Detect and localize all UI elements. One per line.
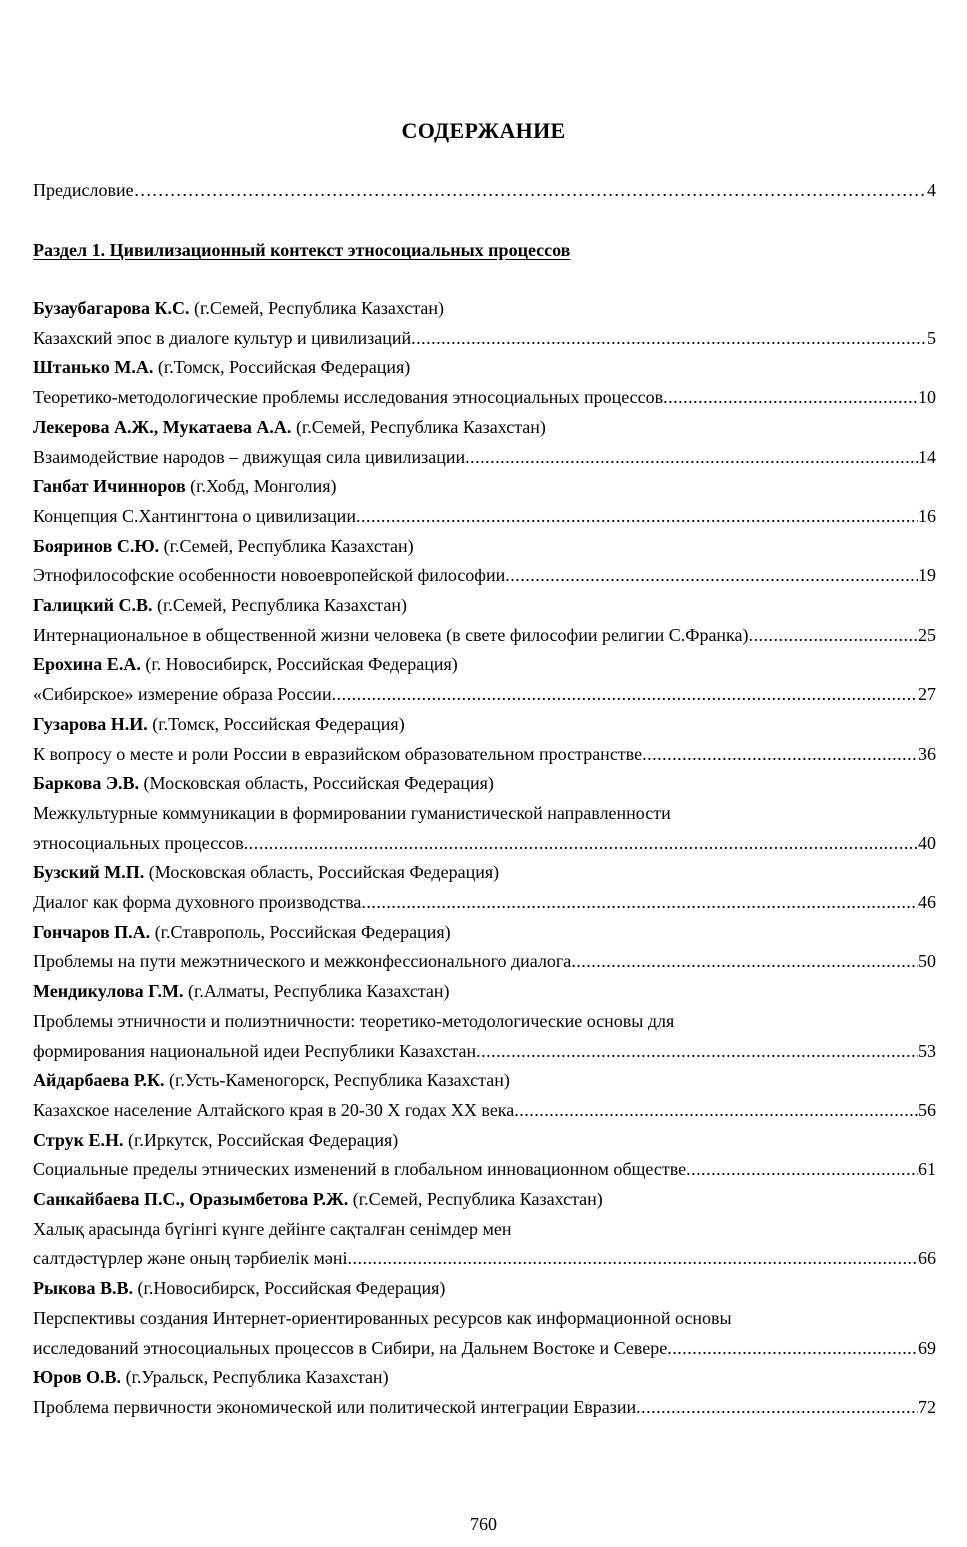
toc-author-line: [33, 920, 451, 944]
toc-location: (г.Алматы, Республика Казахстан): [183, 981, 450, 1001]
toc-entry-title: Взаимодействие народов – движущая сила цивилизации: [33, 447, 466, 467]
toc-entry-title: Концепция С.Хантингтона о цивилизации: [33, 506, 356, 526]
toc-title-line: Проблемы этничности и полиэтничности: теоретико-методологические основы для: [33, 1011, 675, 1031]
toc-location: (г.Новосибирск, Российская Федерация): [132, 1278, 446, 1298]
toc-title-line: Перспективы создания Интернет-ориентированных ресурсов как информационной основы: [33, 1308, 732, 1328]
toc-entry-line: [33, 949, 936, 973]
toc-location: (г.Уральск, Республика Казахстан): [121, 1367, 389, 1387]
toc-entry-page: 46: [918, 892, 936, 912]
toc-entry-title: Казахское население Алтайского края в 20-30 Х годах ХХ века: [33, 1100, 515, 1120]
toc-entry-title: Теоретико-методологические проблемы исследования этносоциальных процессов: [33, 387, 664, 407]
toc-authors: Лекерова А.Ж., Мукатаева А.А.: [33, 417, 292, 437]
toc-preface: [33, 178, 936, 202]
toc-title-line: Халық арасында бүгінгі күнге дейінге сақталған сенімдер мен: [33, 1219, 512, 1239]
toc-authors: Ганбат Ичинноров: [33, 476, 186, 496]
toc-author-line: [33, 979, 450, 1003]
dot-leader: [514, 1098, 918, 1122]
toc-authors: Бузаубагарова К.С.: [33, 298, 190, 318]
toc-entry-page: 72: [918, 1397, 936, 1417]
toc-authors: Галицкий С.В.: [33, 595, 153, 615]
dot-leader: [465, 445, 918, 469]
toc-author-line: [33, 1068, 510, 1092]
toc-entry-title: формирования национальной идеи Республики Казахстан: [33, 1041, 477, 1061]
toc-entry-line: [33, 1336, 936, 1360]
toc-authors: Струк Е.Н.: [33, 1130, 124, 1150]
toc-location: (г.Семей, Республика Казахстан): [348, 1189, 603, 1209]
toc-title-line: Межкультурные коммуникации в формировании гуманистической направленности: [33, 803, 671, 823]
toc-location: (г.Семей, Республика Казахстан): [159, 536, 414, 556]
preface-label: Предисловие: [33, 180, 134, 200]
toc-entry-title: Интернациональное в общественной жизни человека (в свете философии религии С.Франка): [33, 625, 749, 645]
toc-author-line: [33, 534, 414, 558]
toc-entry-page: 56: [918, 1100, 936, 1120]
toc-entry-page: 19: [918, 565, 936, 585]
page-number: 760: [470, 1514, 497, 1534]
dot-leader: [356, 504, 918, 528]
dot-leader: [663, 385, 918, 409]
toc-author-line: [33, 355, 410, 379]
toc-entry-page: 66: [918, 1248, 936, 1268]
toc-location: (г.Томск, Российская Федерация): [147, 714, 405, 734]
toc-entry-line: [33, 890, 936, 914]
toc-entry-page: 50: [918, 951, 936, 971]
toc-author-line: [33, 296, 444, 320]
toc-location: (г.Ставрополь, Российская Федерация): [150, 922, 451, 942]
toc-entry-line: [33, 1157, 936, 1181]
toc-location: (г.Иркутск, Российская Федерация): [123, 1130, 399, 1150]
toc-authors: Айдарбаева Р.К.: [33, 1070, 165, 1090]
toc-entry-line: [33, 326, 936, 350]
toc-entry-title: «Сибирское» измерение образа России: [33, 684, 332, 704]
toc-authors: Рыкова В.В.: [33, 1278, 133, 1298]
toc-entry-page: 69: [918, 1338, 936, 1358]
toc-authors: Ерохина Е.А.: [33, 654, 141, 674]
toc-entry-page: 61: [918, 1159, 936, 1179]
toc-entry-title: исследований этносоциальных процессов в Сибири, на Дальнем Востоке и Севере: [33, 1338, 668, 1358]
toc-entry-line: [33, 504, 936, 528]
toc-location: (г.Усть-Каменогорск, Республика Казахстан): [164, 1070, 510, 1090]
dot-leader: [332, 682, 918, 706]
toc-location: (Московская область, Российская Федерация): [139, 773, 494, 793]
page-title: СОДЕРЖАНИЕ: [401, 118, 566, 143]
toc-location: (г.Томск, Российская Федерация): [153, 357, 411, 377]
dot-leader: [244, 831, 918, 855]
toc-author-line: [33, 593, 407, 617]
toc-entry-page: 36: [918, 744, 936, 764]
toc-location: (Московская область, Российская Федерация): [144, 862, 500, 882]
toc-entry-title: салтдәстүрлер және оның тәрбиелік мәні: [33, 1248, 348, 1268]
toc-authors: Гончаров П.А.: [33, 922, 151, 942]
toc-authors: Юров О.В.: [33, 1367, 122, 1387]
toc-author-line: [33, 1365, 389, 1389]
toc-entry-line: [33, 563, 936, 587]
toc-entry-title: Проблемы на пути межэтнического и межконфессионального диалога: [33, 951, 572, 971]
toc-entry-line: [33, 1098, 936, 1122]
toc-author-line: [33, 474, 337, 498]
dot-leader: [348, 1246, 919, 1270]
toc-entry-line: [33, 623, 936, 647]
dot-leader: [636, 1395, 918, 1419]
toc-location: (г.Семей, Республика Казахстан): [291, 417, 546, 437]
toc-entry-line: [33, 682, 936, 706]
toc-authors: Бузский М.П.: [33, 862, 145, 882]
dot-leader: [476, 1039, 918, 1063]
toc-entry-title: Казахский эпос в диалоге культур и цивилизаций: [33, 328, 412, 348]
dot-leader: [411, 326, 927, 350]
toc-author-line: [33, 1187, 603, 1211]
toc-location: (г. Новосибирск, Российская Федерация): [140, 654, 458, 674]
toc-author-line: [33, 415, 546, 439]
toc-location: (г.Семей, Республика Казахстан): [152, 595, 407, 615]
toc-authors: Мендикулова Г.М.: [33, 981, 184, 1001]
toc-entry-line: [33, 385, 936, 409]
toc-location: (г.Семей, Республика Казахстан): [189, 298, 445, 318]
toc-author-line: [33, 860, 499, 884]
toc-entry-line: [33, 445, 936, 469]
toc-location: (г.Хобд, Монголия): [185, 476, 337, 496]
dot-leader: [686, 1157, 918, 1181]
toc-entry-page: 27: [918, 684, 936, 704]
toc-author-line: [33, 712, 405, 736]
dot-leader: [642, 742, 918, 766]
toc-entry-title: Этнофилософские особенности новоевропейской философии: [33, 565, 506, 585]
toc-entry-line: [33, 831, 936, 855]
toc-entry-page: 5: [927, 328, 936, 348]
toc-authors: Баркова Э.В.: [33, 773, 140, 793]
toc-entry-page: 14: [918, 447, 936, 467]
toc-entry-page: 25: [918, 625, 936, 645]
toc-entry-title: этносоциальных процессов: [33, 833, 244, 853]
dot-leader: [749, 623, 918, 647]
toc-entry-line: [33, 1246, 936, 1270]
toc-entry-page: 10: [918, 387, 936, 407]
toc-entry-title: Социальные пределы этнических изменений в глобальном инновационном обществе: [33, 1159, 687, 1179]
toc-author-line: [33, 1276, 445, 1300]
dot-leader: [361, 890, 918, 914]
dot-leader: [505, 563, 918, 587]
section-heading: Раздел 1. Цивилизационный контекст этносоциальных процессов: [33, 240, 571, 260]
toc-author-line: [33, 1128, 398, 1152]
toc-author-line: [33, 652, 458, 676]
toc-entry-page: 40: [918, 833, 936, 853]
dot-leader: [667, 1336, 918, 1360]
toc-authors: Штанько М.А.: [33, 357, 154, 377]
preface-page: 4: [927, 180, 936, 200]
toc-entry-line: [33, 1395, 936, 1419]
toc-authors: Санкайбаева П.С., Оразымбетова Р.Ж.: [33, 1189, 349, 1209]
toc-entry-title: Проблема первичности экономической или политической интеграции Евразии: [33, 1397, 637, 1417]
dot-leader: [571, 949, 918, 973]
toc-entry-page: 16: [918, 506, 936, 526]
toc-authors: Гузарова Н.И.: [33, 714, 148, 734]
dot-leader: [134, 178, 927, 202]
toc-entry-title: Диалог как форма духовного производства: [33, 892, 362, 912]
toc-entry-line: [33, 742, 936, 766]
toc-authors: Бояринов С.Ю.: [33, 536, 160, 556]
toc-entry-line: [33, 1039, 936, 1063]
toc-entry-title: К вопросу о месте и роли России в евразийском образовательном пространстве: [33, 744, 643, 764]
toc-author-line: [33, 771, 494, 795]
toc-entry-page: 53: [918, 1041, 936, 1061]
